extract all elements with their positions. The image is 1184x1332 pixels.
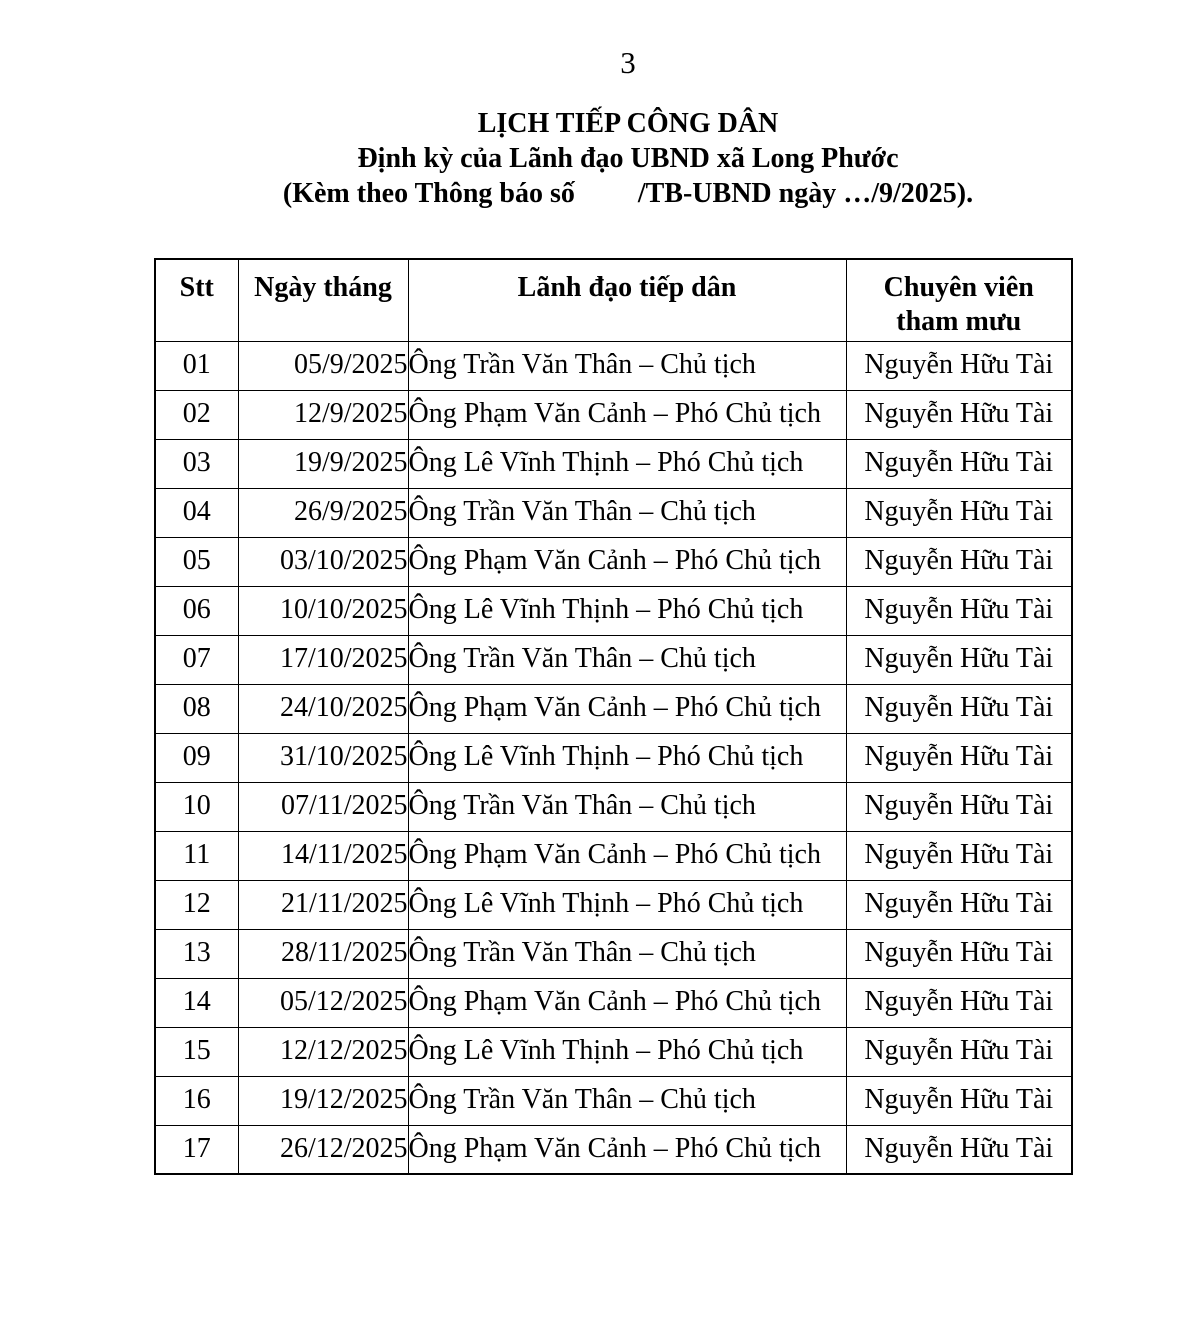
cell-leader: Ông Trần Văn Thân – Chủ tịch (408, 341, 846, 390)
cell-advisor: Nguyễn Hữu Tài (846, 1027, 1072, 1076)
column-header-date: Ngày tháng (238, 259, 408, 341)
cell-advisor: Nguyễn Hữu Tài (846, 390, 1072, 439)
table-row (155, 1076, 1072, 1125)
cell-stt: 05 (155, 537, 238, 586)
cell-stt: 10 (155, 782, 238, 831)
cell-date: 19/12/2025 (238, 1076, 408, 1125)
cell-stt: 11 (155, 831, 238, 880)
table-row (155, 733, 1072, 782)
cell-stt: 08 (155, 684, 238, 733)
cell-date: 14/11/2025 (238, 831, 408, 880)
cell-leader: Ông Lê Vĩnh Thịnh – Phó Chủ tịch (408, 586, 846, 635)
cell-leader: Ông Lê Vĩnh Thịnh – Phó Chủ tịch (408, 733, 846, 782)
cell-advisor: Nguyễn Hữu Tài (846, 635, 1072, 684)
document-header (0, 106, 1184, 211)
cell-stt: 13 (155, 929, 238, 978)
cell-date: 03/10/2025 (238, 537, 408, 586)
cell-stt: 02 (155, 390, 238, 439)
cell-date: 12/9/2025 (238, 390, 408, 439)
cell-stt: 14 (155, 978, 238, 1027)
column-header-advisor: Chuyên viên tham mưu (846, 259, 1072, 341)
cell-advisor: Nguyễn Hữu Tài (846, 586, 1072, 635)
cell-date: 19/9/2025 (238, 439, 408, 488)
cell-leader: Ông Phạm Văn Cảnh – Phó Chủ tịch (408, 390, 846, 439)
cell-date: 10/10/2025 (238, 586, 408, 635)
cell-advisor: Nguyễn Hữu Tài (846, 488, 1072, 537)
cell-stt: 16 (155, 1076, 238, 1125)
cell-leader: Ông Lê Vĩnh Thịnh – Phó Chủ tịch (408, 880, 846, 929)
table-row (155, 1125, 1072, 1174)
cell-date: 26/9/2025 (238, 488, 408, 537)
cell-stt: 17 (155, 1125, 238, 1174)
cell-stt: 06 (155, 586, 238, 635)
cell-advisor: Nguyễn Hữu Tài (846, 782, 1072, 831)
cell-date: 31/10/2025 (238, 733, 408, 782)
cell-advisor: Nguyễn Hữu Tài (846, 1125, 1072, 1174)
table-row (155, 635, 1072, 684)
cell-leader: Ông Trần Văn Thân – Chủ tịch (408, 1076, 846, 1125)
cell-advisor: Nguyễn Hữu Tài (846, 439, 1072, 488)
document-subtitle: Định kỳ của Lãnh đạo UBND xã Long Phước (357, 143, 899, 174)
cell-leader: Ông Phạm Văn Cảnh – Phó Chủ tịch (408, 684, 846, 733)
cell-stt: 09 (155, 733, 238, 782)
cell-advisor: Nguyễn Hữu Tài (846, 929, 1072, 978)
column-header-stt: Stt (155, 259, 238, 341)
cell-leader: Ông Phạm Văn Cảnh – Phó Chủ tịch (408, 537, 846, 586)
table-row (155, 341, 1072, 390)
cell-stt: 15 (155, 1027, 238, 1076)
cell-date: 05/12/2025 (238, 978, 408, 1027)
page-number: 3 (620, 45, 636, 80)
cell-leader: Ông Trần Văn Thân – Chủ tịch (408, 635, 846, 684)
table-row (155, 390, 1072, 439)
cell-date: 21/11/2025 (238, 880, 408, 929)
cell-stt: 03 (155, 439, 238, 488)
schedule-table-body (155, 341, 1072, 1174)
column-header-leader: Lãnh đạo tiếp dân (408, 259, 846, 341)
cell-date: 26/12/2025 (238, 1125, 408, 1174)
table-row (155, 488, 1072, 537)
table-row (155, 782, 1072, 831)
table-row (155, 586, 1072, 635)
cell-advisor: Nguyễn Hữu Tài (846, 831, 1072, 880)
table-row (155, 929, 1072, 978)
cell-date: 17/10/2025 (238, 635, 408, 684)
cell-leader: Ông Lê Vĩnh Thịnh – Phó Chủ tịch (408, 439, 846, 488)
cell-leader: Ông Phạm Văn Cảnh – Phó Chủ tịch (408, 1125, 846, 1174)
table-row (155, 831, 1072, 880)
cell-advisor: Nguyễn Hữu Tài (846, 537, 1072, 586)
cell-stt: 01 (155, 341, 238, 390)
document-title: LỊCH TIẾP CÔNG DÂN (477, 108, 779, 139)
cell-date: 05/9/2025 (238, 341, 408, 390)
cell-advisor: Nguyễn Hữu Tài (846, 1076, 1072, 1125)
table-row (155, 1027, 1072, 1076)
cell-date: 28/11/2025 (238, 929, 408, 978)
cell-leader: Ông Phạm Văn Cảnh – Phó Chủ tịch (408, 978, 846, 1027)
document-attachment-note: (Kèm theo Thông báo số /TB-UBND ngày …/9/2025). (282, 178, 974, 209)
cell-stt: 04 (155, 488, 238, 537)
cell-leader: Ông Trần Văn Thân – Chủ tịch (408, 929, 846, 978)
table-row (155, 684, 1072, 733)
cell-advisor: Nguyễn Hữu Tài (846, 341, 1072, 390)
cell-date: 07/11/2025 (238, 782, 408, 831)
cell-leader: Ông Trần Văn Thân – Chủ tịch (408, 782, 846, 831)
cell-stt: 07 (155, 635, 238, 684)
cell-advisor: Nguyễn Hữu Tài (846, 733, 1072, 782)
cell-leader: Ông Phạm Văn Cảnh – Phó Chủ tịch (408, 831, 846, 880)
table-row (155, 880, 1072, 929)
reception-schedule-table (154, 258, 1073, 1175)
table-row (155, 978, 1072, 1027)
cell-advisor: Nguyễn Hữu Tài (846, 684, 1072, 733)
cell-advisor: Nguyễn Hữu Tài (846, 978, 1072, 1027)
table-row (155, 439, 1072, 488)
cell-date: 12/12/2025 (238, 1027, 408, 1076)
table-header-row (155, 259, 1072, 341)
cell-advisor: Nguyễn Hữu Tài (846, 880, 1072, 929)
cell-date: 24/10/2025 (238, 684, 408, 733)
cell-leader: Ông Lê Vĩnh Thịnh – Phó Chủ tịch (408, 1027, 846, 1076)
cell-leader: Ông Trần Văn Thân – Chủ tịch (408, 488, 846, 537)
cell-stt: 12 (155, 880, 238, 929)
table-row (155, 537, 1072, 586)
